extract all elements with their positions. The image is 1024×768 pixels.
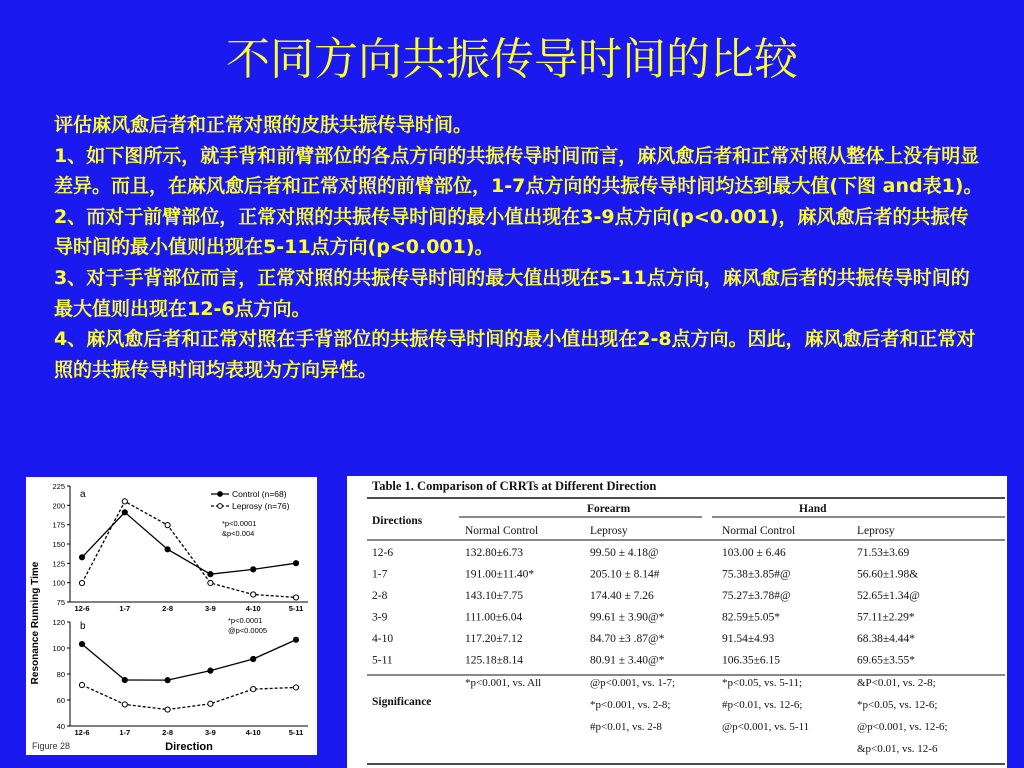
data-point-b-control — [293, 637, 298, 642]
y-tick-label-a: 200 — [52, 501, 65, 511]
paragraph-1: 1、如下图所示，就手背和前臂部位的各点方向的共振传导时间而言，麻风愈后者和正常对照从整体上没有明显差异。而且，在麻风愈后者和正常对照的前臂部位，1-7点方向的共振传导时间均达到最大值(下图 and表1)。 — [54, 144, 983, 198]
y-tick-label-a: 75 — [56, 598, 65, 607]
row-direction: 1-7 — [372, 568, 388, 581]
table-cell: 75.38±3.85#@ — [722, 568, 791, 581]
data-point-a-leprosy — [208, 580, 213, 585]
x-tick-label-a: 1-7 — [119, 604, 131, 613]
x-tick-label-b: 1-7 — [119, 728, 131, 737]
data-point-a-control — [251, 567, 256, 572]
x-tick-label-a: 3-9 — [204, 604, 216, 613]
x-tick-label-a: 4-10 — [245, 604, 261, 613]
table-cell: 111.00±6.04 — [465, 611, 523, 624]
row-direction: 3-9 — [372, 611, 388, 624]
table-cell: 143.10±7.75 — [465, 590, 524, 602]
table-cell: 174.40 ± 7.26 — [590, 590, 654, 602]
significance-note: @p<0.001, vs. 1-7; — [590, 677, 676, 689]
data-point-b-leprosy — [208, 701, 213, 706]
significance-note: *p<0.001, vs. 2-8; — [590, 699, 671, 711]
slide-body — [54, 110, 984, 385]
legend-marker-control — [218, 492, 223, 497]
comparison-table — [347, 476, 1007, 768]
y-tick-label-a: 125 — [52, 559, 65, 569]
legend-marker-leprosy — [218, 504, 223, 509]
annotation-a: &p<0.004 — [222, 529, 255, 538]
significance-note: #p<0.01, vs. 12-6; — [722, 699, 803, 711]
series-line-b-leprosy — [82, 685, 296, 710]
table-cell: 106.35±6.15 — [722, 654, 781, 667]
data-point-a-control — [293, 561, 298, 566]
group-forearm: Forearm — [587, 503, 631, 515]
data-point-b-leprosy — [293, 685, 298, 690]
table-title: Table 1. Comparison of CRRTs at Different Direction — [372, 479, 657, 493]
table-cell: 117.20±7.12 — [465, 633, 523, 645]
data-point-b-control — [79, 642, 84, 647]
table-cell: 205.10 ± 8.14# — [590, 568, 660, 581]
subheader-forearm-leprosy: Leprosy — [590, 525, 628, 537]
data-point-a-control — [208, 572, 213, 577]
table-cell: 125.18±8.14 — [465, 654, 524, 667]
data-point-a-leprosy — [165, 523, 170, 528]
series-line-a-control — [82, 512, 296, 574]
y-tick-label-a: 175 — [52, 520, 65, 530]
data-point-b-control — [165, 678, 170, 683]
significance-note: *p<0.001, vs. All — [465, 677, 542, 689]
series-line-b-control — [82, 640, 296, 680]
table-cell: 80.91 ± 3.40@* — [590, 654, 665, 667]
slide-title: 不同方向共振传导时间的比较 — [226, 34, 798, 85]
significance-note: *p<0.05, vs. 5-11; — [722, 677, 803, 689]
y-axis-label: Resonance Running Time — [30, 561, 41, 685]
table-cell: 191.00±11.40* — [465, 568, 535, 581]
y-tick-label-b: 60 — [56, 696, 65, 705]
table-cell: 56.60±1.98& — [857, 568, 919, 581]
significance-note: @p<0.001, vs. 5-11 — [722, 721, 810, 733]
data-point-a-leprosy — [251, 592, 256, 597]
data-point-b-leprosy — [122, 702, 127, 707]
row-direction: 12-6 — [372, 547, 394, 559]
subheader-forearm-control: Normal Control — [465, 525, 539, 537]
figure-caption: Figure 28 — [32, 741, 71, 751]
annotation-b: @p<0.0005 — [228, 626, 268, 635]
line-chart-figure — [26, 477, 317, 755]
x-tick-label-b: 3-9 — [204, 728, 216, 737]
x-tick-label-b: 4-10 — [245, 728, 261, 737]
paragraph-4: 4、麻风愈后者和正常对照在手背部位的共振传导时间的最小值出现在2-8点方向。因此，麻风愈后者和正常对照的共振传导时间均表现为方向异性。 — [54, 328, 976, 381]
row-direction: 4-10 — [372, 633, 394, 645]
x-tick-label-a: 2-8 — [162, 604, 174, 613]
data-point-b-leprosy — [251, 687, 256, 692]
data-point-a-control — [165, 547, 170, 552]
y-tick-label-b: 100 — [52, 644, 65, 653]
paragraph-intro: 评估麻风愈后者和正常对照的皮肤共振传导时间。 — [54, 114, 473, 136]
x-tick-label-b: 12-6 — [74, 728, 90, 737]
table-svg — [347, 476, 1007, 768]
table-cell: 57.11±2.29* — [857, 611, 915, 624]
table-cell: 52.65±1.34@ — [857, 590, 920, 602]
paragraph-3: 3、对于手背部位而言，正常对照的共振传导时间的最大值出现在5-11点方向，麻风愈后者的共振传导时间的最大值则出现在12-6点方向。 — [54, 266, 970, 320]
significance-note: @p<0.001, vs. 12-6; — [857, 721, 948, 733]
y-tick-label-b: 80 — [56, 670, 65, 679]
y-tick-label-b: 40 — [56, 722, 65, 731]
x-tick-label-b: 5-11 — [288, 728, 304, 737]
panel-label-a: a — [80, 489, 86, 500]
x-tick-label-a: 12-6 — [74, 604, 90, 613]
table-cell: 99.61 ± 3.90@* — [590, 611, 665, 624]
y-tick-label-a: 225 — [52, 482, 65, 491]
row-direction: 2-8 — [372, 590, 388, 602]
y-tick-label-b: 120 — [52, 618, 65, 627]
significance-note: &P<0.01, vs. 2-8; — [857, 677, 936, 689]
significance-note: #p<0.01, vs. 2-8 — [590, 721, 662, 733]
data-point-b-control — [122, 677, 127, 682]
table-cell: 68.38±4.44* — [857, 633, 916, 645]
table-cell: 91.54±4.93 — [722, 633, 775, 645]
x-axis-label: Direction — [165, 741, 213, 753]
table-cell: 82.59±5.05* — [722, 611, 781, 624]
data-point-a-control — [79, 555, 84, 560]
panel-label-b: b — [80, 621, 86, 632]
table-cell: 99.50 ± 4.18@ — [590, 547, 659, 559]
annotation-b: *p<0.0001 — [228, 616, 263, 625]
data-point-a-control — [122, 510, 127, 515]
significance-note: &p<0.01, vs. 12-6 — [857, 743, 938, 755]
table-cell: 84.70 ±3 .87@* — [590, 633, 665, 645]
data-point-b-leprosy — [79, 682, 84, 687]
data-point-a-leprosy — [293, 595, 298, 600]
x-tick-label-a: 5-11 — [288, 604, 304, 613]
table-cell: 69.65±3.55* — [857, 654, 916, 667]
subheader-hand-leprosy: Leprosy — [857, 525, 895, 537]
col-directions: Directions — [372, 515, 423, 527]
paragraph-2: 2、而对于前臂部位，正常对照的共振传导时间的最小值出现在3-9点方向(p<0.001)，麻风愈后者的共振传导时间的最小值则出现在5-11点方向(p<0.001)。 — [54, 205, 969, 259]
legend-label-leprosy: Leprosy (n=76) — [232, 501, 290, 511]
data-point-b-control — [251, 656, 256, 661]
significance-label: Significance — [372, 696, 432, 708]
data-point-b-control — [208, 668, 213, 673]
data-point-a-leprosy — [79, 580, 84, 585]
x-tick-label-b: 2-8 — [162, 728, 174, 737]
row-direction: 5-11 — [372, 654, 393, 667]
table-cell: 132.80±6.73 — [465, 547, 524, 559]
series-line-a-leprosy — [82, 501, 296, 597]
subheader-hand-control: Normal Control — [722, 525, 796, 537]
data-point-b-leprosy — [165, 707, 170, 712]
legend-label-control: Control (n=68) — [232, 489, 287, 499]
significance-note: *p<0.05, vs. 12-6; — [857, 699, 938, 711]
table-cell: 75.27±3.78#@ — [722, 590, 791, 602]
table-cell: 103.00 ± 6.46 — [722, 547, 786, 559]
y-tick-label-a: 150 — [52, 540, 65, 549]
table-cell: 71.53±3.69 — [857, 547, 910, 559]
group-hand: Hand — [799, 503, 827, 515]
y-tick-label-a: 100 — [52, 578, 65, 588]
data-point-a-leprosy — [122, 499, 127, 504]
annotation-a: *p<0.0001 — [222, 519, 257, 528]
line-chart-svg — [26, 477, 317, 755]
